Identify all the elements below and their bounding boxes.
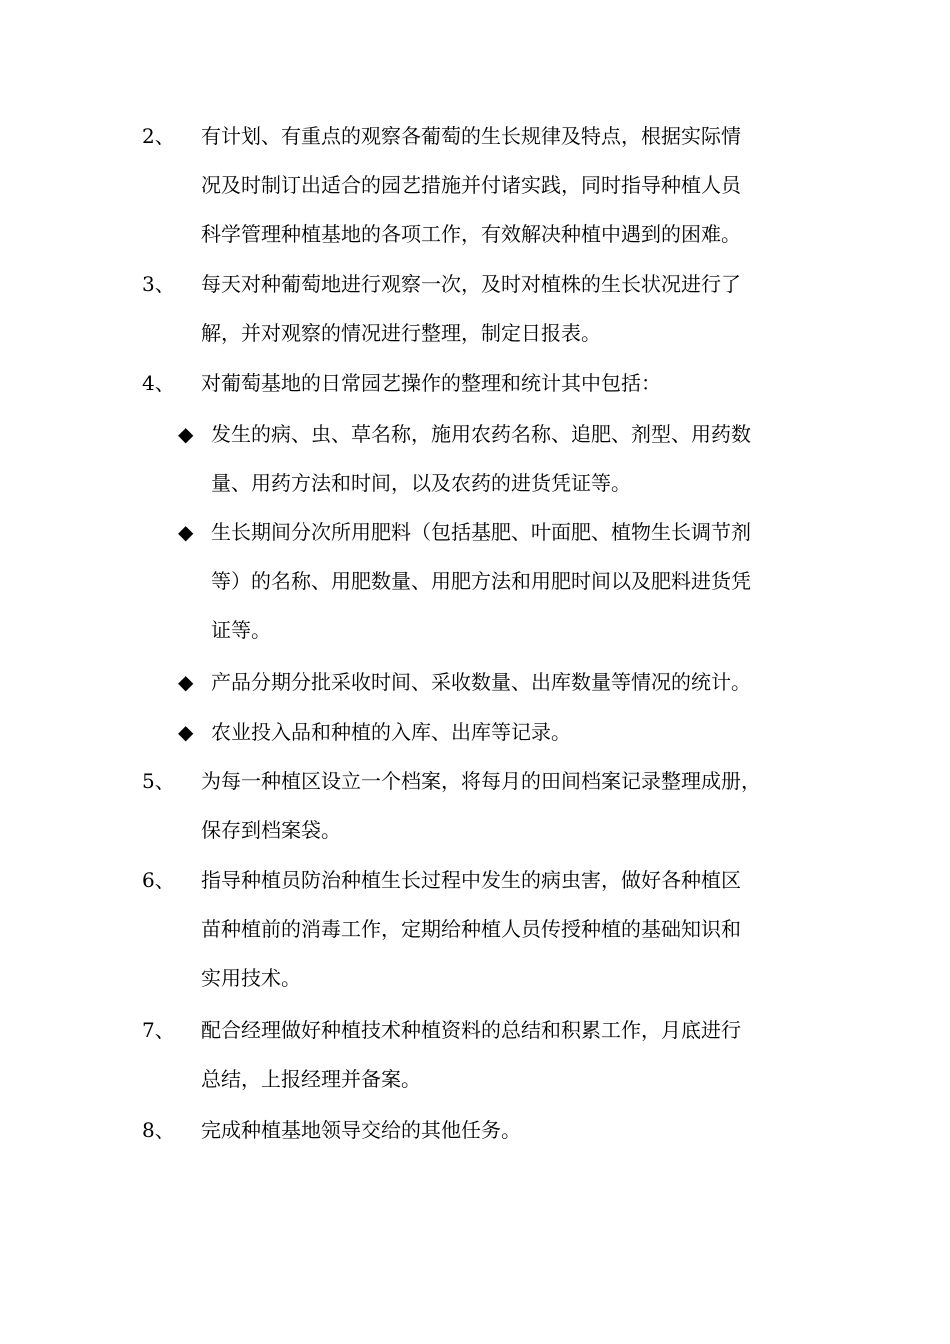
text-line: 证等。 xyxy=(211,618,271,642)
item-text xyxy=(201,856,807,1003)
bullet-text xyxy=(211,410,807,508)
bullet-text xyxy=(211,508,807,655)
text-line: 对葡萄基地的日常园艺操作的整理和统计其中包括： xyxy=(201,371,661,395)
item-number: 6、 xyxy=(142,868,175,892)
text-line: 苗种植前的消毒工作，定期给种植人员传授种植的基础知识和 xyxy=(201,917,741,941)
text-line: 发生的病、虫、草名称，施用农药名称、追肥、剂型、用药数 xyxy=(211,422,751,446)
text-line: 保存到档案袋。 xyxy=(201,818,341,842)
text-line: 指导种植员防治种植生长过程中发生的病虫害，做好各种植区 xyxy=(201,868,741,892)
item-text xyxy=(201,359,807,408)
item-number: 2、 xyxy=(142,124,175,148)
text-line: 有计划、有重点的观察各葡萄的生长规律及特点，根据实际情 xyxy=(201,124,741,148)
text-line: 每天对种葡萄地进行观察一次，及时对植株的生长状况进行了 xyxy=(201,272,741,296)
text-line: 生长期间分次所用肥料（包括基肥、叶面肥、植物生长调节剂 xyxy=(211,520,751,544)
diamond-bullet-icon: ◆ xyxy=(178,720,194,744)
diamond-bullet-icon: ◆ xyxy=(178,422,194,446)
text-line: 完成种植基地领导交给的其他任务。 xyxy=(201,1118,521,1142)
item-text xyxy=(201,757,807,855)
item-number: 7、 xyxy=(142,1018,175,1042)
diamond-bullet-icon: ◆ xyxy=(178,520,194,544)
text-line: 况及时制订出适合的园艺措施并付诸实践，同时指导种植人员 xyxy=(201,173,741,197)
bullet-text xyxy=(211,708,807,757)
text-line: 解，并对观察的情况进行整理，制定日报表。 xyxy=(201,321,601,345)
item-text xyxy=(201,1106,807,1155)
bullet-text xyxy=(211,658,807,707)
item-text xyxy=(201,260,807,358)
item-number: 5、 xyxy=(142,769,175,793)
text-line: 农业投入品和种植的入库、出库等记录。 xyxy=(211,720,571,744)
item-text xyxy=(201,1006,807,1104)
text-line: 为每一种植区设立一个档案，将每月的田间档案记录整理成册， xyxy=(201,769,761,793)
item-text xyxy=(201,112,807,259)
text-line: 总结，上报经理并备案。 xyxy=(201,1067,421,1091)
diamond-bullet-icon: ◆ xyxy=(178,670,194,694)
item-number: 8、 xyxy=(142,1118,175,1142)
item-number: 4、 xyxy=(142,371,175,395)
text-line: 科学管理种植基地的各项工作，有效解决种植中遇到的困难。 xyxy=(201,222,741,246)
text-line: 产品分期分批采收时间、采收数量、出库数量等情况的统计。 xyxy=(211,670,751,694)
text-line: 等）的名称、用肥数量、用肥方法和用肥时间以及肥料进货凭 xyxy=(211,569,751,593)
text-line: 实用技术。 xyxy=(201,966,301,990)
item-number: 3、 xyxy=(142,272,175,296)
text-line: 量、用药方法和时间，以及农药的进货凭证等。 xyxy=(211,471,631,495)
text-line: 配合经理做好种植技术种植资料的总结和积累工作，月底进行 xyxy=(201,1018,741,1042)
